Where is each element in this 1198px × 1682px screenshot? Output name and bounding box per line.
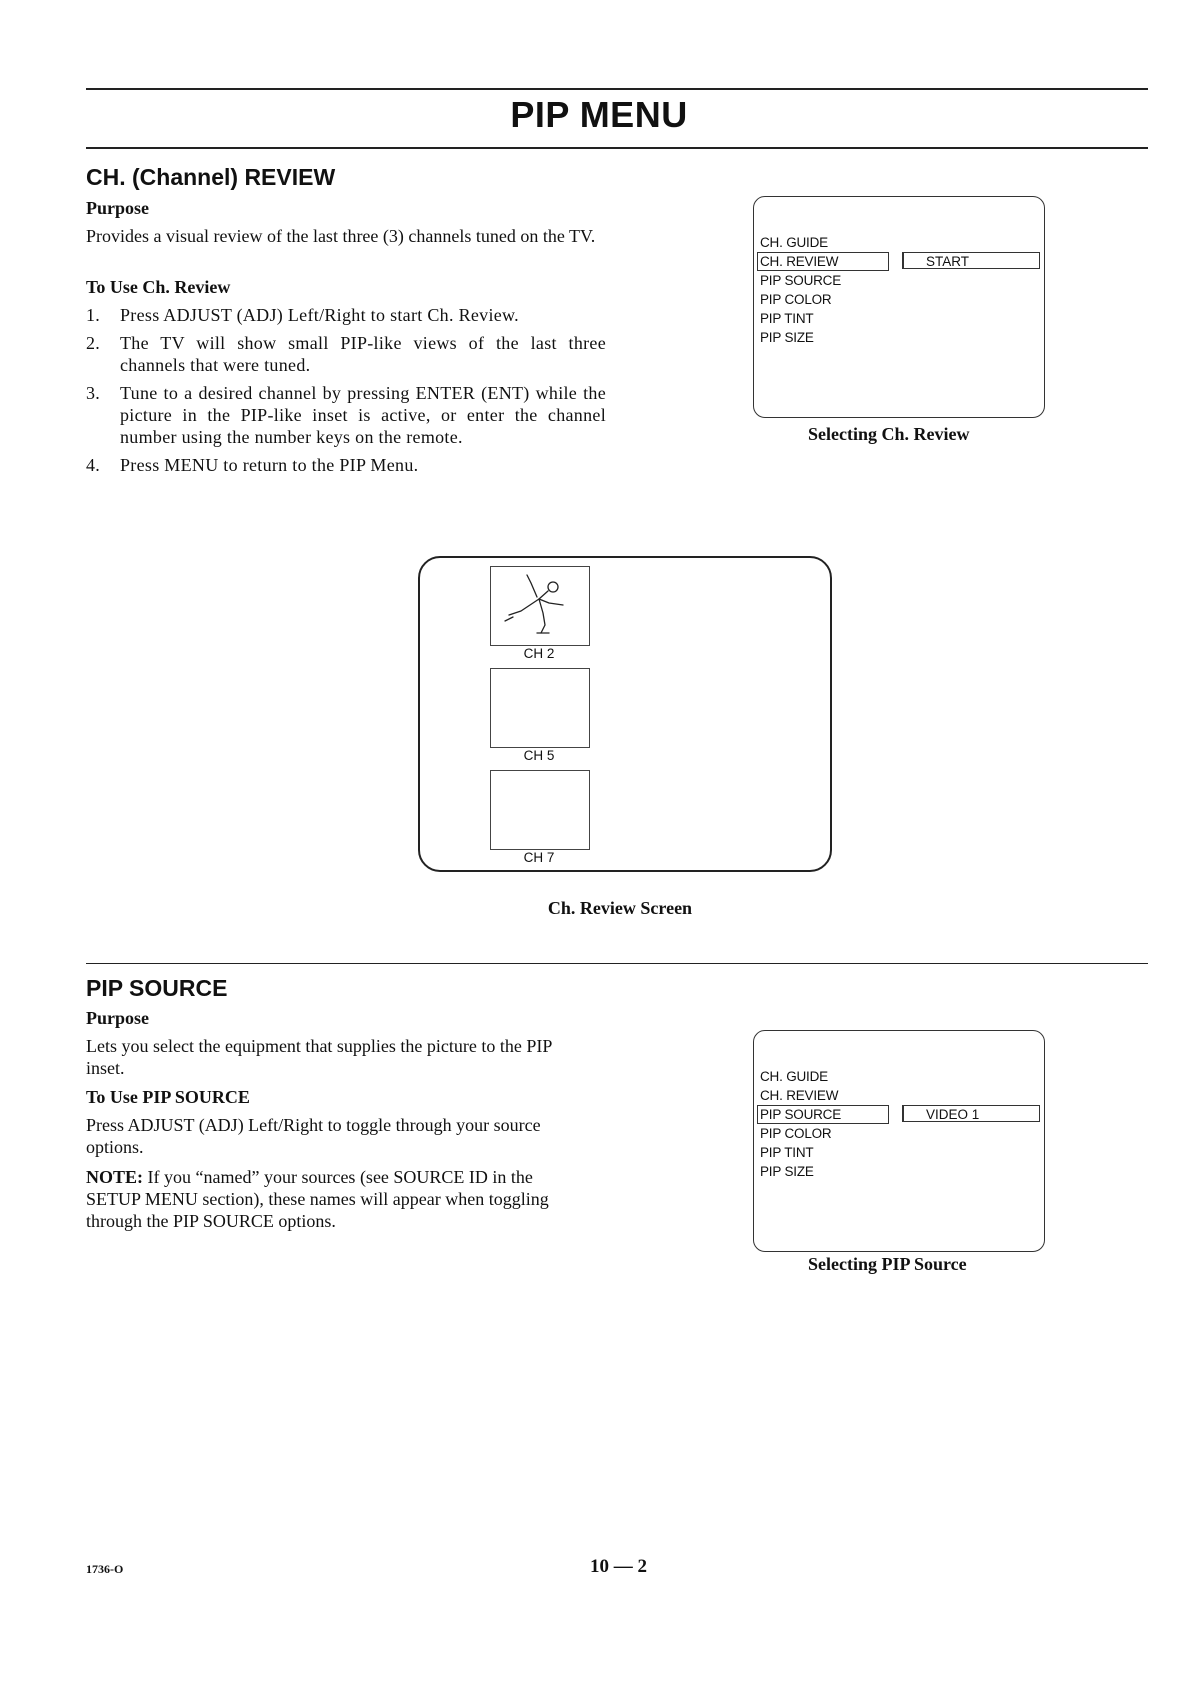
menu-item-pip-tint: PIP TINT [760,1145,814,1160]
pip-source-use-text: Press ADJUST (ADJ) Left/Right to toggle through your source options. [86,1115,541,1157]
pip-source-note [86,1166,576,1232]
caption-ch-review-screen: Ch. Review Screen [547,898,693,918]
ch-review-purpose-heading: Purpose [86,198,149,218]
thumb-label-ch7: CH 7 [523,850,555,865]
title-bottom-rule [86,147,1148,149]
thumb-label-ch5: CH 5 [523,748,555,763]
caption-selecting-ch-review: Selecting Ch. Review [808,424,970,444]
menu-item-ch-review: CH. REVIEW [760,1088,839,1103]
step-text: Press MENU to return to the PIP Menu. [120,455,419,475]
step-item [86,304,606,326]
step-item [86,332,606,376]
step-text: Press ADJUST (ADJ) Left/Right to start Ch. Review. [120,305,519,325]
pip-source-purpose-text: Lets you select the equipment that supplies the picture to the PIP inset. [86,1036,552,1078]
menu-item-pip-color: PIP COLOR [760,292,832,307]
thumb-ch5 [490,668,590,748]
menu-screen-ch-review [753,196,1045,418]
step-number: 4. [86,455,101,475]
thumb-ch2 [490,566,590,646]
top-rule [86,88,1148,90]
pip-source-use-heading: To Use PIP SOURCE [86,1087,250,1107]
page-title: PIP MENU [510,94,688,135]
menu-item-pip-color: PIP COLOR [760,1126,832,1141]
pip-source-rule [86,963,1148,964]
menu-item-pip-source: PIP SOURCE [760,273,842,288]
menu-item-pip-source-selected: PIP SOURCE [757,1105,889,1124]
note-text: If you “named” your sources (see SOURCE ID in the SETUP MENU section), these names will appear when toggling through the PIP SOURCE options. [86,1167,549,1231]
footer-code: 1736-O [86,1562,124,1576]
step-item [86,382,606,448]
skater-icon [491,567,589,645]
menu-item-ch-guide: CH. GUIDE [760,1069,828,1084]
menu-item-pip-size: PIP SIZE [760,330,814,345]
menu-list [760,233,889,347]
step-number: 2. [86,333,101,353]
pip-source-purpose-heading: Purpose [86,1008,149,1028]
thumb-label-ch2: CH 2 [523,646,555,661]
step-number: 1. [86,305,101,325]
note-label: NOTE: [86,1167,144,1187]
menu-screen-pip-source [753,1030,1045,1252]
step-number: 3. [86,383,101,403]
menu-list [760,1067,889,1181]
menu-item-pip-size: PIP SIZE [760,1164,814,1179]
menu-item-pip-tint: PIP TINT [760,311,814,326]
step-item [86,454,606,476]
pip-source-title: PIP SOURCE [86,975,228,1001]
ch-review-screen [418,556,832,872]
caption-selecting-pip-source: Selecting PIP Source [808,1254,967,1274]
menu-item-ch-guide: CH. GUIDE [760,235,828,250]
menu-value-start: START [902,252,1040,269]
step-text: Tune to a desired channel by pressing ENTER (ENT) while the picture in the PIP-like inset is active, or enter the channel number using the number keys on the remote. [120,383,606,447]
step-text: The TV will show small PIP-like views of the last three channels that were tuned. [120,333,606,375]
ch-review-title: CH. (Channel) REVIEW [86,164,336,190]
ch-review-steps [86,304,606,482]
ch-review-use-heading: To Use Ch. Review [86,277,231,297]
ch-review-purpose-text: Provides a visual review of the last three (3) channels tuned on the TV. [86,226,596,246]
menu-value-video1: VIDEO 1 [902,1105,1040,1122]
menu-item-ch-review-selected: CH. REVIEW [757,252,889,271]
thumb-ch7 [490,770,590,850]
page-number: 10 — 2 [590,1556,647,1577]
